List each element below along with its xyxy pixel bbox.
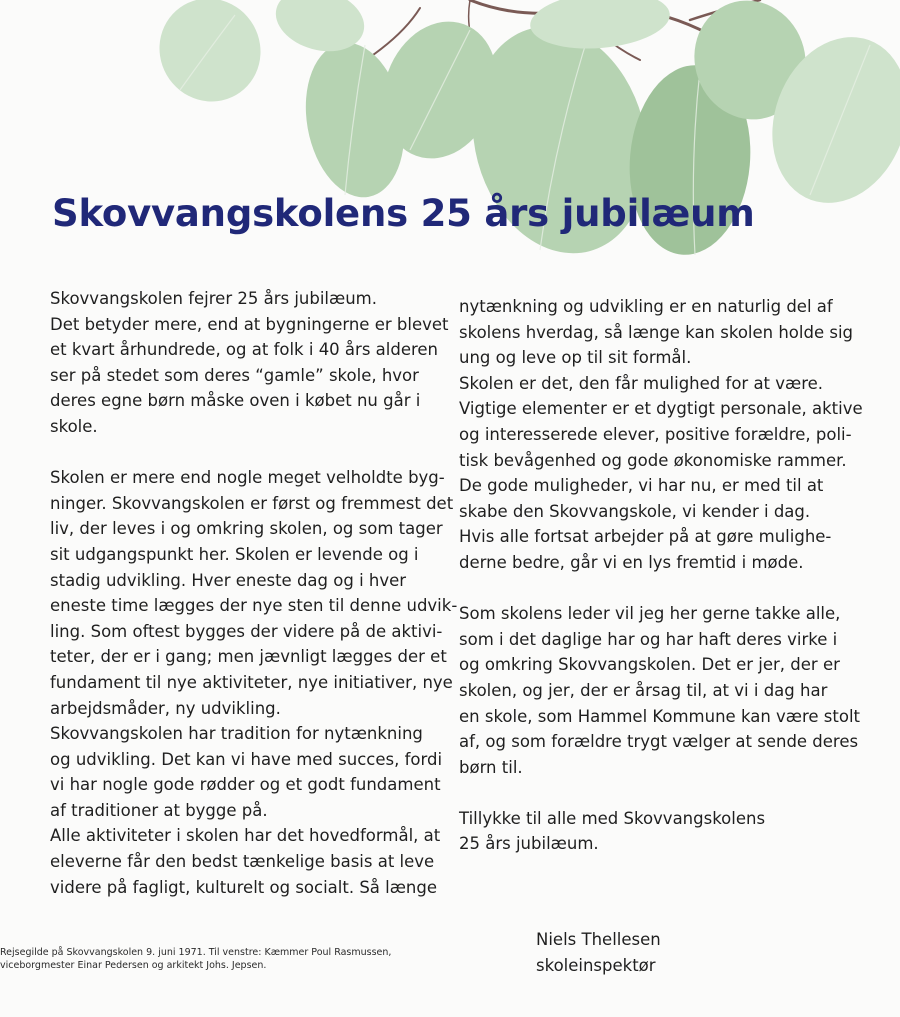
signature-role: skoleinspektør — [536, 955, 656, 975]
body-line: derne bedre, går vi en lys fremtid i møde. — [459, 552, 804, 572]
body-line: 25 års jubilæum. — [459, 834, 599, 854]
right-text-column — [459, 294, 863, 857]
caption-line: viceborgmester Einar Pedersen og arkitekt Johs. Jepsen. — [0, 960, 267, 971]
body-line: skolens hverdag, så længe kan skolen holde sig — [459, 322, 854, 342]
body-line: Skolen er det, den får mulighed for at være. — [459, 373, 824, 393]
paragraph-gap — [50, 440, 445, 466]
body-line: Som skolens leder vil jeg her gerne takke alle, — [459, 604, 841, 624]
body-line: og udvikling. Det kan vi have med succes, fordi — [50, 749, 443, 769]
page-title: Skovvangskolens 25 års jubilæum — [52, 192, 755, 235]
body-line: Tillykke til alle med Skovvangskolens — [459, 808, 766, 828]
body-line: ung og leve op til sit formål. — [459, 348, 692, 368]
body-line: skolen, og jer, der er årsag til, at vi i dag har — [459, 680, 828, 700]
body-line: børn til. — [459, 757, 523, 777]
signature-block — [536, 927, 661, 978]
body-line: som i det daglige har og har haft deres virke i — [459, 629, 838, 649]
photo-caption — [0, 946, 391, 972]
body-line: Skovvangskolen har tradition for nytænkning — [50, 724, 423, 744]
body-line: et kvart århundrede, og at folk i 40 års alderen — [50, 340, 439, 360]
body-line: stadig udvikling. Hver eneste dag og i hver — [50, 570, 407, 590]
body-line: Vigtige elementer er et dygtigt personale, aktive — [459, 399, 863, 419]
body-line: af traditioner at bygge på. — [50, 800, 268, 820]
body-line: liv, der leves i og omkring skolen, og som tager — [50, 519, 443, 539]
body-line: fundament til nye aktiviteter, nye initiativer, nye — [50, 672, 453, 692]
body-line: eleverne får den bedst tænkelige basis at leve — [50, 852, 435, 872]
body-line: ser på stedet som deres “gamle” skole, hvor — [50, 365, 419, 385]
body-line: ling. Som oftest bygges der videre på de aktivi- — [50, 621, 443, 641]
body-line: deres egne børn måske oven i købet nu går i — [50, 391, 421, 411]
body-line: sit udgangspunkt her. Skolen er levende og i — [50, 544, 419, 564]
body-line: eneste time lægges der nye sten til denne udvik- — [50, 596, 458, 616]
body-line: ninger. Skovvangskolen er først og fremmest det — [50, 493, 454, 513]
caption-line: Rejsegilde på Skovvangskolen 9. juni 1971. Til venstre: Kæmmer Poul Rasmussen, — [0, 947, 392, 958]
paragraph-gap — [459, 576, 854, 602]
leaf-branch-illustration — [0, 0, 900, 330]
body-line: nytænkning og udvikling er en naturlig del af — [459, 297, 833, 316]
body-line: skabe den Skovvangskole, vi kender i dag. — [459, 501, 811, 521]
body-line: arbejdsmåder, ny udvikling. — [50, 698, 281, 718]
body-line: Alle aktiviteter i skolen har det hovedformål, at — [50, 826, 441, 846]
body-line: skole. — [50, 416, 98, 436]
body-line: og interesserede elever, positive forældre, poli- — [459, 424, 852, 444]
body-line: tisk bevågenhed og gode økonomiske rammer. — [459, 450, 847, 470]
body-line: Det betyder mere, end at bygningerne er blevet — [50, 314, 449, 334]
body-line: Hvis alle fortsat arbejder på at gøre mulighe- — [459, 527, 832, 547]
body-line: Skovvangskolen fejrer 25 års jubilæum. — [50, 289, 377, 308]
body-line: en skole, som Hammel Kommune kan være stolt — [459, 706, 861, 726]
body-line: og omkring Skovvangskolen. Det er jer, der er — [459, 655, 840, 675]
left-text-column — [50, 286, 458, 900]
body-line: De gode muligheder, vi har nu, er med til at — [459, 476, 824, 496]
signature-name: Niels Thellesen — [536, 930, 661, 949]
body-line: videre på fagligt, kulturelt og socialt. Så længe — [50, 877, 438, 897]
body-line: vi har nogle gode rødder og et godt fundament — [50, 775, 441, 795]
paragraph-gap — [459, 780, 854, 806]
body-line: Skolen er mere end nogle meget velholdte byg- — [50, 468, 445, 488]
body-line: af, og som forældre trygt vælger at sende deres — [459, 732, 859, 752]
body-line: teter, der er i gang; men jævnligt lægges der et — [50, 647, 447, 667]
